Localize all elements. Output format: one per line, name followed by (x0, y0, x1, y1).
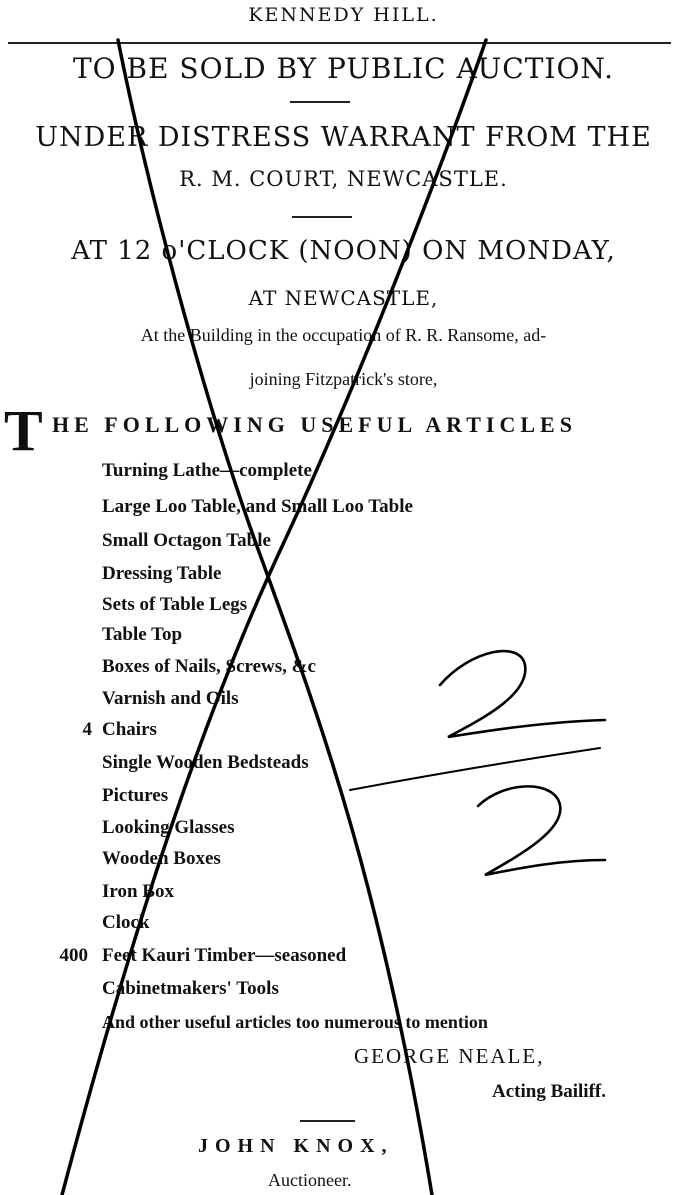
location-line: AT NEWCASTLE, (248, 286, 439, 310)
list-item: Iron Box (102, 881, 174, 902)
auction-title: TO BE SOLD BY PUBLIC AUCTION. (72, 52, 615, 85)
list-item: Cabinetmakers' Tools (102, 978, 279, 999)
list-item: Turning Lathe—complete (102, 460, 312, 481)
list-item: Feet Kauri Timber—seasoned (102, 945, 347, 966)
list-item: Single Wooden Bedsteads (102, 752, 309, 773)
bailiff-role: Acting Bailiff. (492, 1081, 606, 1102)
building-line-2: joining Fitzpatrick's store, (249, 369, 438, 389)
divider-3 (300, 1120, 355, 1122)
warrant-line-1: UNDER DISTRESS WARRANT FROM THE (35, 122, 652, 153)
list-item: Clock (102, 912, 150, 933)
auctioneer-name: JOHN KNOX, (198, 1135, 394, 1157)
list-item: Dressing Table (102, 563, 222, 584)
divider-2 (292, 216, 352, 218)
item-quantity: 4 (82, 719, 92, 740)
list-item: Sets of Table Legs (102, 594, 248, 615)
building-line-1: At the Building in the occupation of R. R. Ransome, ad- (140, 325, 547, 345)
bailiff-name: GEORGE NEALE, (354, 1044, 545, 1068)
list-item: Chairs (102, 719, 157, 740)
warrant-line-2: R. M. COURT, NEWCASTLE. (179, 167, 508, 191)
time-line: AT 12 o'CLOCK (NOON) ON MONDAY, (71, 236, 616, 266)
item-quantity: 400 (59, 945, 88, 966)
list-item: Pictures (102, 785, 169, 806)
list-item: Looking Glasses (102, 817, 235, 838)
list-item: And other useful articles too numerous to mention (102, 1012, 488, 1032)
place-heading: KENNEDY HILL. (248, 4, 439, 26)
list-item: Large Loo Table, and Small Loo Table (102, 496, 413, 517)
drop-cap: T (4, 398, 43, 463)
top-rule (8, 42, 671, 44)
list-item: Varnish and Oils (102, 688, 239, 709)
articles-heading: HE FOLLOWING USEFUL ARTICLES (52, 412, 577, 437)
list-item: Small Octagon Table (102, 530, 271, 551)
auctioneer-role: Auctioneer. (268, 1170, 352, 1190)
divider-1 (290, 101, 350, 103)
list-item: Wooden Boxes (102, 848, 221, 869)
list-item: Table Top (102, 624, 183, 645)
list-item: Boxes of Nails, Screws, &c (102, 656, 316, 677)
